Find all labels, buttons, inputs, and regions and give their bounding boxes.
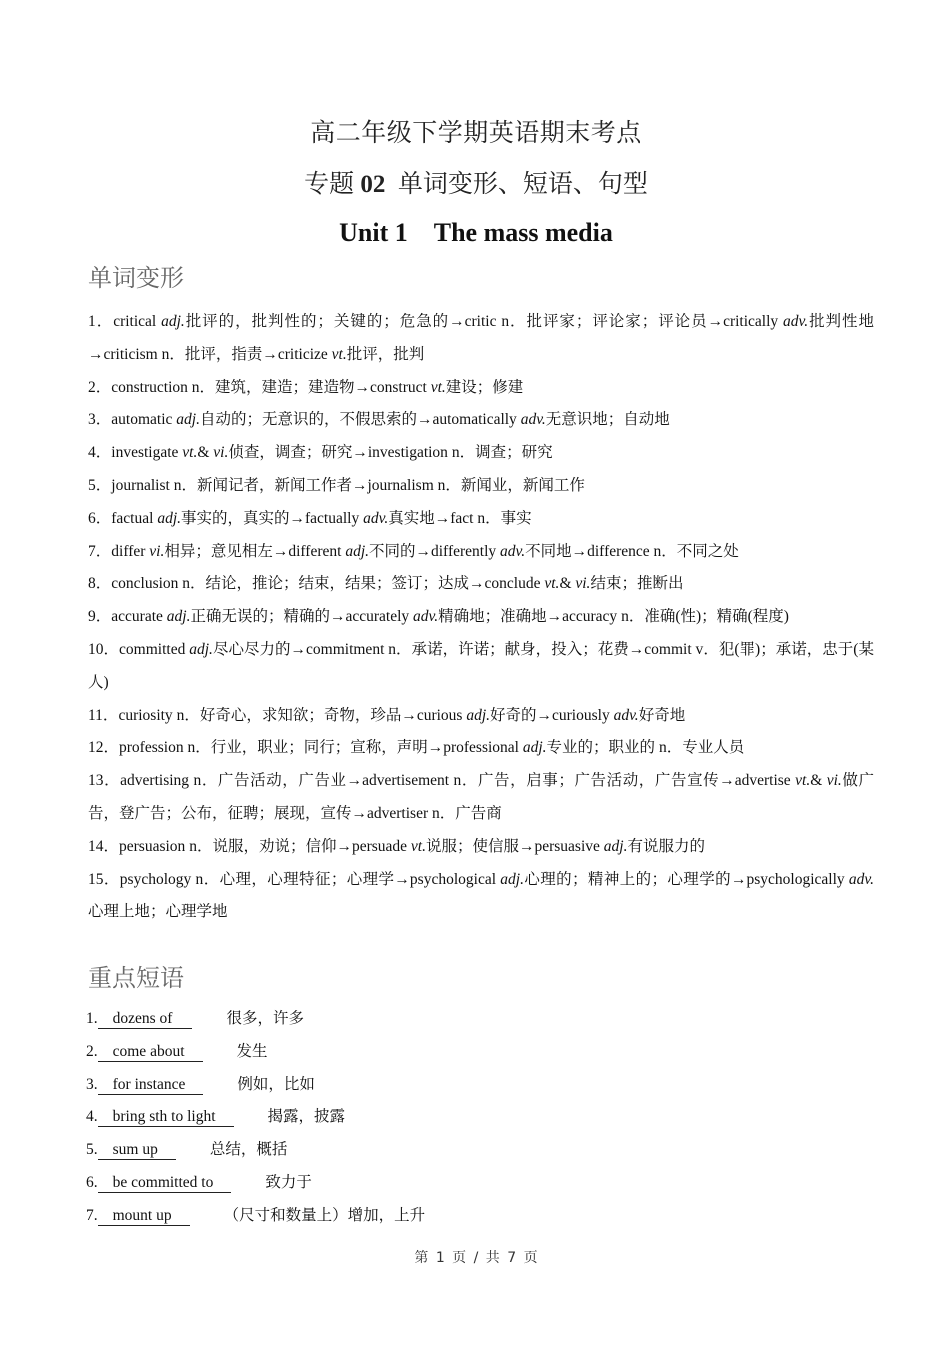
word-entry-text: & bbox=[197, 444, 214, 462]
phrase-english: come about bbox=[98, 1043, 203, 1062]
part-of-speech: adv. bbox=[413, 608, 439, 626]
word-entry-text: n bbox=[189, 837, 197, 855]
word-entry-text: persuasion bbox=[119, 837, 190, 855]
word-entry-number: 4． bbox=[88, 444, 112, 462]
phrase-english: bring sth to light bbox=[98, 1108, 234, 1127]
part-of-speech: adj. bbox=[522, 739, 547, 757]
word-entry-text: 自动的；无意识的，不假思索的→automatically bbox=[199, 411, 521, 429]
word-entry-text: n bbox=[451, 444, 460, 462]
part-of-speech: adj. bbox=[189, 640, 213, 658]
word-entry-text: & bbox=[559, 575, 576, 593]
word-entry-number: 3． bbox=[88, 411, 112, 429]
phrase-meaning: （尺寸和数量上）增加，上升 bbox=[223, 1206, 426, 1224]
word-entry-text: n bbox=[193, 772, 202, 790]
word-entry-text: n bbox=[477, 509, 486, 527]
part-of-speech: adj. bbox=[603, 837, 628, 855]
word-entry bbox=[88, 470, 874, 503]
word-entry-number: 10． bbox=[88, 640, 120, 658]
word-entry bbox=[88, 700, 874, 733]
word-entry-text: ．事实 bbox=[485, 509, 532, 527]
word-entry-text: ．结论，推论；结束，结果；签订；达成→conclude bbox=[190, 575, 545, 593]
phrase-item bbox=[86, 1134, 425, 1167]
word-entry-text: construction bbox=[111, 378, 192, 396]
phrase-item bbox=[86, 1069, 425, 1102]
word-entry-text: 尽心尽力的→commitment bbox=[212, 640, 389, 658]
word-entry-text: differ bbox=[111, 542, 150, 560]
word-entry bbox=[88, 634, 874, 700]
word-entry-text: profession bbox=[119, 739, 188, 757]
word-entry-text: ．批评家；评论家；评论员→critically bbox=[509, 313, 784, 330]
word-entry-text: 好奇的→curiously bbox=[490, 706, 614, 724]
unit-title: Unit 1 The mass media bbox=[339, 218, 613, 247]
word-entry-text: 批评的，批判性的；关键的；危急的→critic bbox=[184, 313, 502, 330]
word-entry-text: n bbox=[187, 739, 196, 757]
word-entry-text: 心理的；精神上的；心理学的→psychologically bbox=[523, 870, 849, 888]
part-of-speech: adv. bbox=[783, 313, 809, 330]
word-entry bbox=[88, 568, 874, 601]
phrase-number: 3. bbox=[86, 1075, 98, 1093]
word-entry bbox=[88, 372, 874, 405]
part-of-speech: adj. bbox=[500, 870, 524, 888]
word-entry-text: 心理上地；心理学地 bbox=[88, 903, 228, 921]
phrase-number: 5. bbox=[86, 1141, 98, 1159]
part-of-speech: vt. bbox=[795, 772, 811, 790]
part-of-speech: vi. bbox=[826, 772, 842, 790]
word-entry-text: ．新闻记者，新闻工作者→journalism bbox=[181, 476, 438, 494]
part-of-speech: adv. bbox=[848, 870, 875, 888]
part-of-speech: adj. bbox=[161, 313, 185, 330]
word-entry-text: n bbox=[176, 706, 185, 724]
word-entry-text: 说服；使信服→persuasive bbox=[425, 837, 604, 855]
word-entry bbox=[88, 437, 874, 470]
word-entry-number: 6． bbox=[88, 509, 112, 527]
word-entry-text: 有说服力的 bbox=[627, 837, 705, 855]
word-entry-text: ．不同之处 bbox=[661, 542, 739, 560]
word-entry-text: ．说服，劝说；信仰→persuade bbox=[196, 837, 411, 855]
word-entry-text: 结束；推断出 bbox=[590, 575, 684, 593]
phrases-section-heading: 重点短语 bbox=[88, 964, 184, 992]
word-entry-text: n bbox=[431, 804, 440, 822]
subtitle-number: 02 bbox=[360, 171, 386, 198]
word-entry-text: v bbox=[695, 640, 704, 658]
word-entry-text: investigate bbox=[111, 444, 183, 462]
word-entry-text: ．犯(罪)；承诺，忠于(某人) bbox=[88, 640, 874, 691]
part-of-speech: adv. bbox=[500, 542, 526, 560]
word-entry-text: n bbox=[658, 739, 667, 757]
word-entry-text: 批评，批判 bbox=[346, 345, 425, 363]
word-entry-text: 做广告，登广告；公布，征聘；展现，宣传→advertiser bbox=[88, 772, 874, 822]
phrase-number: 1. bbox=[86, 1010, 98, 1027]
word-entry-text: ．广告商 bbox=[439, 804, 502, 822]
word-entry-text: ．准确(性)；精确(程度) bbox=[628, 608, 789, 626]
phrase-english: be committed to bbox=[98, 1174, 232, 1193]
document-title: 高二年级下学期英语期末考点 bbox=[310, 120, 642, 147]
phrase-meaning: 致力于 bbox=[265, 1173, 312, 1191]
word-entry bbox=[88, 306, 874, 372]
word-entry-text: ．心理，心理特征；心理学→psychological bbox=[203, 870, 501, 888]
word-entry-text: 正确无误的；精确的→accurately bbox=[190, 608, 414, 626]
document-subtitle bbox=[0, 164, 952, 200]
word-entry-text: n bbox=[182, 575, 191, 593]
word-entry-text: n bbox=[621, 608, 629, 626]
word-entry-text: n bbox=[388, 640, 397, 658]
key-phrases-list bbox=[86, 1003, 425, 1233]
word-entry-text: psychology bbox=[119, 870, 196, 888]
word-entry bbox=[88, 732, 874, 765]
part-of-speech: adj. bbox=[176, 411, 200, 429]
phrase-number: 6. bbox=[86, 1173, 98, 1191]
word-entry-text: ．广告活动，广告业→advertisement bbox=[201, 772, 454, 790]
word-entry-number: 7． bbox=[88, 542, 112, 560]
word-entry-number: 11． bbox=[88, 706, 119, 724]
subtitle-prefix: 专题 bbox=[304, 171, 355, 198]
word-entry-text: ．承诺，许诺；献身，投入；花费→commit bbox=[396, 640, 696, 658]
part-of-speech: adv. bbox=[613, 706, 639, 724]
word-entry-text: accurate bbox=[111, 608, 167, 626]
phrase-item bbox=[86, 1003, 425, 1036]
word-entry bbox=[88, 864, 874, 930]
part-of-speech: vi. bbox=[213, 444, 229, 462]
word-entry-text: ．建筑，建造；建造物→construct bbox=[199, 378, 431, 396]
phrase-english: sum up bbox=[98, 1141, 176, 1160]
word-entry-text: 事实的，真实的→factually bbox=[181, 509, 364, 527]
words-section-heading: 单词变形 bbox=[88, 264, 184, 292]
part-of-speech: vi. bbox=[149, 542, 165, 560]
phrase-meaning: 发生 bbox=[236, 1042, 268, 1060]
word-entry-number: 8． bbox=[88, 575, 112, 593]
word-entry bbox=[88, 601, 874, 634]
word-entry-text: conclusion bbox=[111, 575, 183, 593]
word-entry-text: & bbox=[810, 772, 827, 790]
word-entry bbox=[88, 503, 874, 536]
word-entry-text: n bbox=[191, 378, 200, 396]
part-of-speech: vt. bbox=[410, 837, 426, 855]
part-of-speech: vt. bbox=[544, 575, 560, 593]
part-of-speech: adj. bbox=[166, 608, 191, 626]
word-entry-text: ．新闻业，新闻工作 bbox=[445, 476, 585, 494]
word-entry-number: 2． bbox=[88, 378, 112, 396]
part-of-speech: adj. bbox=[466, 706, 491, 724]
word-entry-number: 14． bbox=[88, 837, 120, 855]
word-entry-number: 9． bbox=[88, 608, 112, 626]
word-entry-text: 批判性地→criticism bbox=[88, 313, 874, 363]
word-forms-list bbox=[88, 306, 874, 929]
word-entry-text: committed bbox=[119, 640, 190, 658]
word-entry-number: 12． bbox=[88, 739, 120, 757]
word-entry-text: curiosity bbox=[118, 706, 177, 724]
word-entry bbox=[88, 831, 874, 864]
phrase-meaning: 很多，许多 bbox=[226, 1010, 304, 1027]
subtitle-topic: 单词变形、短语、句型 bbox=[397, 171, 648, 198]
phrase-number: 7. bbox=[86, 1206, 98, 1224]
word-entry-text: factual bbox=[111, 509, 158, 527]
word-entry-text: ．好奇心，求知欲；奇物，珍品→curious bbox=[184, 706, 467, 724]
word-entry-text: ．广告，启事；广告活动，广告宣传→advertise bbox=[461, 772, 796, 790]
word-entry-number: 5． bbox=[88, 476, 112, 494]
word-entry-text: 建设；修建 bbox=[445, 378, 524, 396]
word-entry-text: 不同地→difference bbox=[525, 542, 654, 560]
word-entry-text: 专业的；职业的 bbox=[546, 739, 659, 757]
word-entry-number: 1． bbox=[88, 313, 114, 330]
phrase-meaning: 总结，概括 bbox=[209, 1141, 288, 1159]
word-entry bbox=[88, 404, 874, 437]
phrase-english: dozens of bbox=[98, 1010, 193, 1029]
word-entry-text: ．调查；研究 bbox=[459, 444, 553, 462]
word-entry-text: n bbox=[161, 345, 170, 363]
word-entry-number: 15． bbox=[88, 870, 120, 888]
phrase-number: 2. bbox=[86, 1042, 98, 1060]
phrase-number: 4. bbox=[86, 1108, 98, 1126]
phrase-meaning: 揭露，披露 bbox=[267, 1108, 346, 1126]
word-entry-text: ．专业人员 bbox=[666, 739, 745, 757]
word-entry bbox=[88, 765, 874, 831]
word-entry-text: n bbox=[173, 476, 182, 494]
phrase-english: for instance bbox=[98, 1076, 204, 1095]
word-entry-text: n bbox=[195, 870, 204, 888]
phrase-english: mount up bbox=[98, 1207, 190, 1226]
part-of-speech: adj. bbox=[345, 542, 369, 560]
phrase-meaning: 例如，比如 bbox=[237, 1075, 315, 1093]
part-of-speech: adj. bbox=[157, 509, 181, 527]
word-entry-text: 侦查，调查；研究→investigation bbox=[228, 444, 452, 462]
word-entry-text: ．批评，指责→criticize bbox=[169, 345, 332, 363]
word-entry-text: critical bbox=[113, 313, 162, 330]
word-entry-text: n bbox=[437, 476, 446, 494]
word-entry-text: automatic bbox=[111, 411, 177, 429]
word-entry-text: 相异；意见相左→different bbox=[164, 542, 346, 560]
word-entry-text: 无意识地；自动地 bbox=[545, 411, 670, 429]
part-of-speech: vt. bbox=[182, 444, 198, 462]
part-of-speech: vt. bbox=[331, 345, 347, 363]
phrase-item bbox=[86, 1036, 425, 1069]
word-entry-text: ．行业，职业；同行；宣称，声明→professional bbox=[195, 739, 523, 757]
part-of-speech: adv. bbox=[363, 509, 389, 527]
phrase-item bbox=[86, 1200, 425, 1233]
part-of-speech: vi. bbox=[575, 575, 591, 593]
word-entry-text: 真实地→fact bbox=[388, 509, 478, 527]
word-entry-text: n bbox=[453, 772, 462, 790]
word-entry-text: journalist bbox=[111, 476, 174, 494]
word-entry-text: advertising bbox=[120, 772, 194, 790]
word-entry-number: 13． bbox=[88, 772, 121, 790]
phrase-item bbox=[86, 1167, 425, 1200]
word-entry-text: n bbox=[653, 542, 662, 560]
word-entry-text: 精确地；准确地→accuracy bbox=[438, 608, 622, 626]
word-entry-text: n bbox=[501, 313, 510, 330]
word-entry-text: 好奇地 bbox=[638, 706, 686, 724]
phrase-item bbox=[86, 1101, 425, 1134]
part-of-speech: vt. bbox=[430, 378, 446, 396]
page-number: 第 1 页 / 共 7 页 bbox=[414, 1250, 538, 1266]
word-entry bbox=[88, 536, 874, 569]
word-entry-text: 不同的→differently bbox=[369, 542, 501, 560]
part-of-speech: adv. bbox=[520, 411, 546, 429]
